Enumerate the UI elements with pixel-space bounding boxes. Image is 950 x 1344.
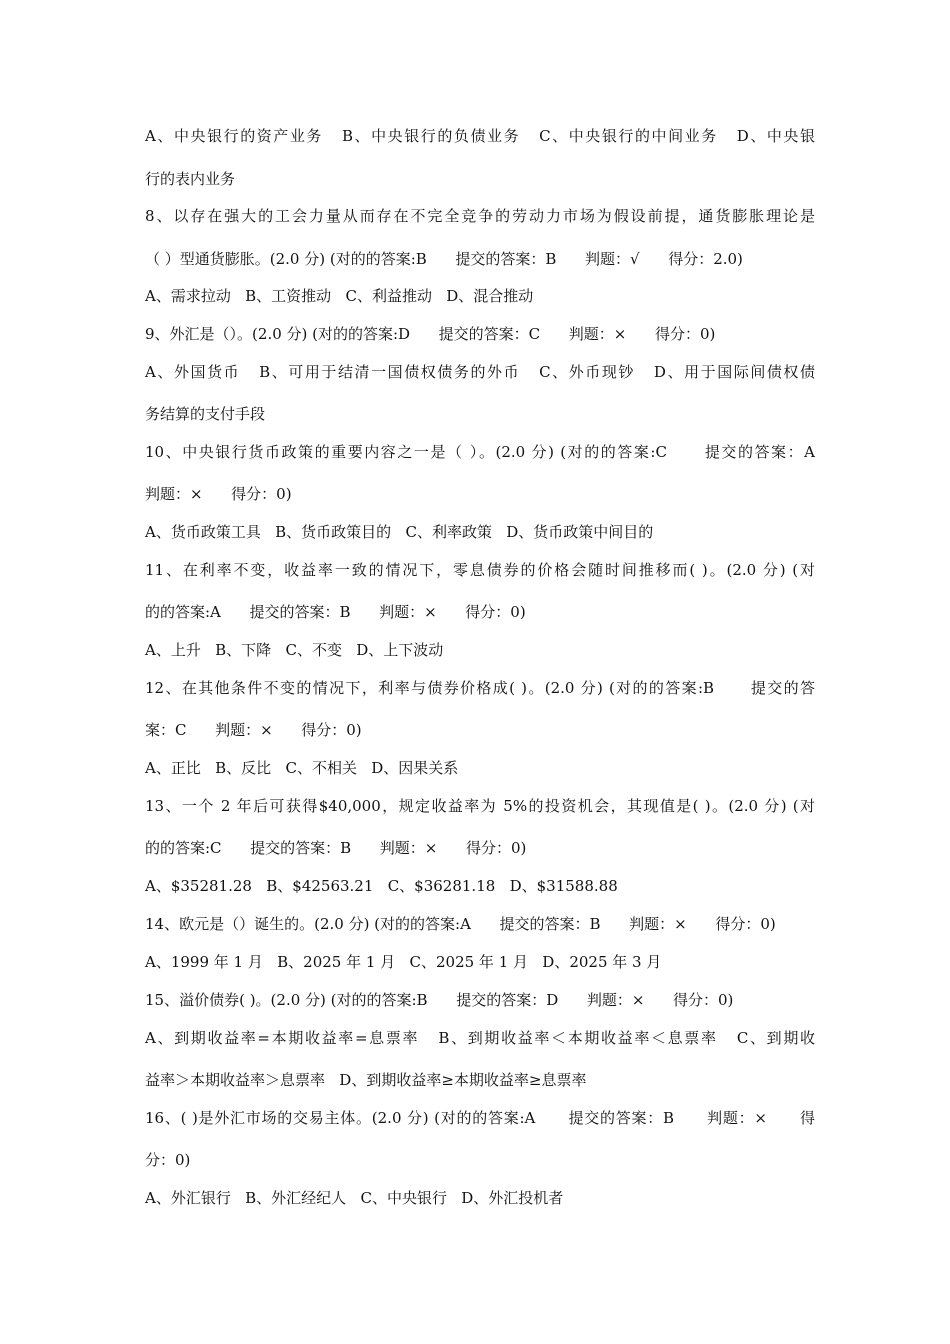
question-14-options: A、1999 年 1 月 B、2025 年 1 月 C、2025 年 1 月 D、2025 年 3 月 (145, 953, 662, 971)
question-8-result: （ ）型通货膨胀。(2.0 分) (对的的答案:B 提交的答案：B 判题：√ 得分：2.0) (145, 250, 743, 268)
question-13: 13、一个 2 年后可获得$40,000，规定收益率为 5%的投资机会，其现值是( )。(2.0 分) (对 (145, 797, 815, 815)
question-16-options: A、外汇银行 B、外汇经纪人 C、中央银行 D、外汇投机者 (145, 1189, 564, 1207)
question-16: 16、( )是外汇市场的交易主体。(2.0 分) (对的的答案:A 提交的答案：B 判题：× 得 (145, 1109, 815, 1127)
question-16-result: 分：0) (145, 1151, 191, 1169)
question-12-options: A、正比 B、反比 C、不相关 D、因果关系 (145, 759, 459, 777)
question-12-result: 案：C 判题：× 得分：0) (145, 721, 362, 739)
question-15-options: A、到期收益率=本期收益率=息票率 B、到期收益率＜本期收益率＜息票率 C、到期收 (145, 1029, 815, 1047)
question-15-options-continuation: 益率＞本期收益率＞息票率 D、到期收益率≥本期收益率≥息票率 (145, 1071, 587, 1089)
question-9-options: A、外国货币 B、可用于结清一国债权债务的外币 C、外币现钞 D、用于国际间债权债 (145, 363, 815, 381)
question-11-result: 的的答案:A 提交的答案：B 判题：× 得分：0) (145, 603, 526, 621)
question-15: 15、溢价债券( )。(2.0 分) (对的的答案:B 提交的答案：D 判题：× 得分：0) (145, 991, 734, 1009)
question-9: 9、外汇是（）。(2.0 分) (对的的答案:D 提交的答案：C 判题：× 得分：0) (145, 325, 716, 343)
question-10-result: 判题：× 得分：0) (145, 485, 292, 503)
question-11: 11、在利率不变，收益率一致的情况下，零息债券的价格会随时间推移而( )。(2.0 分) (对 (145, 561, 815, 579)
question-12: 12、在其他条件不变的情况下，利率与债券价格成( )。(2.0 分) (对的的答案:B 提交的答 (145, 679, 815, 697)
question-9-options-continuation: 务结算的支付手段 (145, 405, 266, 423)
option-line: A、中央银行的资产业务 B、中央银行的负债业务 C、中央银行的中间业务 D、中央银 (145, 127, 815, 145)
question-11-options: A、上升 B、下降 C、不变 D、上下波动 (145, 641, 444, 659)
question-8-options: A、需求拉动 B、工资推动 C、利益推动 D、混合推动 (145, 287, 534, 305)
question-10-options: A、货币政策工具 B、货币政策目的 C、利率政策 D、货币政策中间目的 (145, 523, 654, 541)
question-14: 14、欧元是（）诞生的。(2.0 分) (对的的答案:A 提交的答案：B 判题：× 得分：0) (145, 915, 776, 933)
question-13-options: A、$35281.28 B、$42563.21 C、$36281.18 D、$31588.88 (145, 877, 618, 895)
question-13-result: 的的答案:C 提交的答案：B 判题：× 得分：0) (145, 839, 527, 857)
option-line-continuation: 行的表内业务 (145, 170, 236, 188)
question-8: 8、以存在强大的工会力量从而存在不完全竞争的劳动力市场为假设前提，通货膨胀理论是 (145, 207, 815, 225)
question-10: 10、中央银行货币政策的重要内容之一是（ ）。(2.0 分) (对的的答案:C 提交的答案：A (145, 443, 815, 461)
